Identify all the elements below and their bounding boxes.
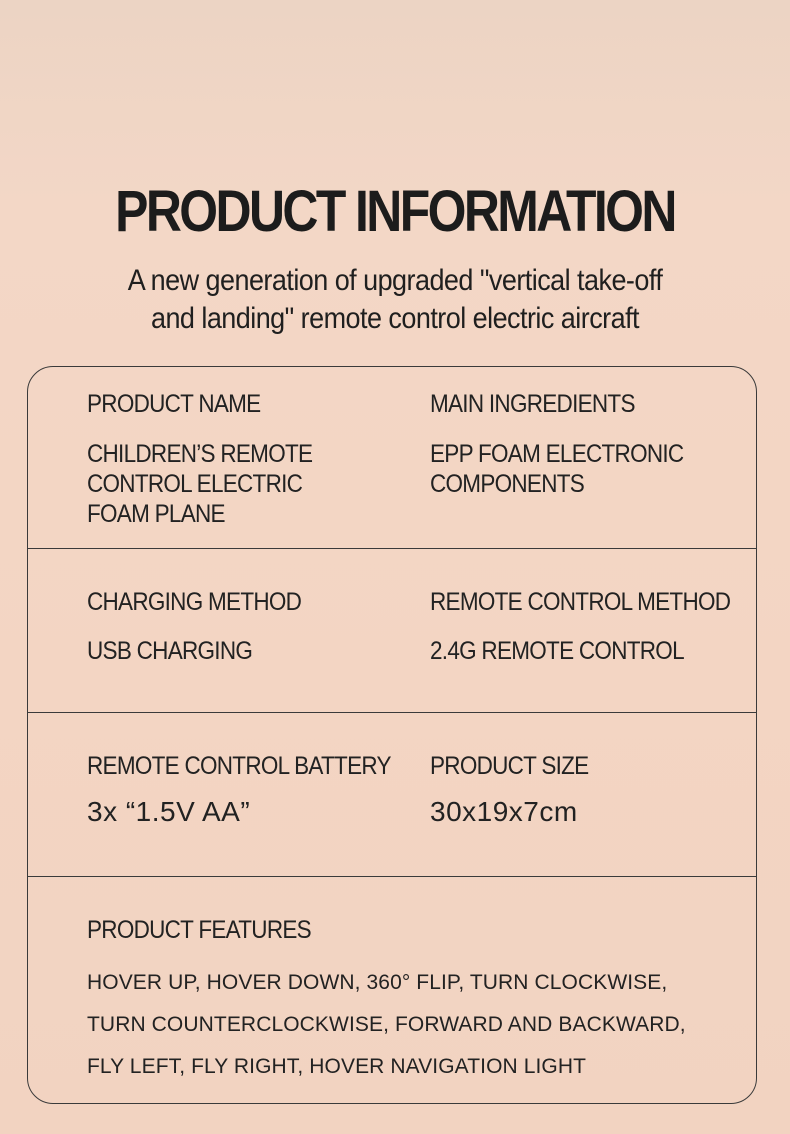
product-size-label: PRODUCT SIZE xyxy=(430,752,589,780)
remote-control-method-value: 2.4G REMOTE CONTROL xyxy=(430,637,684,665)
product-features-list xyxy=(87,962,737,1088)
product-size-value: 30x19x7cm xyxy=(430,796,578,827)
remote-control-battery-value: 3x “1.5V AA” xyxy=(87,796,251,827)
feature-line: HOVER UP, HOVER DOWN, 360° FLIP, TURN CLOCKWISE, xyxy=(87,971,668,994)
subtitle xyxy=(40,262,751,338)
remote-control-battery-label: REMOTE CONTROL BATTERY xyxy=(87,752,391,780)
remote-control-method-label: REMOTE CONTROL METHOD xyxy=(430,588,731,616)
main-ingredients-cell xyxy=(430,389,750,499)
main-ingredients-value: EPP FOAM ELECTRONIC COMPONENTS xyxy=(430,440,684,498)
subtitle-line-1: A new generation of upgraded "vertical take-off xyxy=(127,264,663,297)
info-row-3 xyxy=(28,713,756,877)
main-ingredients-label: MAIN INGREDIENTS xyxy=(430,390,635,418)
product-name-cell xyxy=(87,389,417,529)
feature-line: TURN COUNTERCLOCKWISE, FORWARD AND BACKWARD, xyxy=(87,1013,686,1036)
product-info-card xyxy=(27,366,757,1104)
charging-method-value: USB CHARGING xyxy=(87,637,253,665)
remote-control-battery-cell xyxy=(87,751,417,827)
product-features-cell xyxy=(87,915,687,945)
product-features-label: PRODUCT FEATURES xyxy=(87,916,311,944)
product-name-value: CHILDREN’S REMOTE CONTROL ELECTRIC FOAM PLANE xyxy=(87,440,313,528)
subtitle-line-2: and landing" remote control electric aircraft xyxy=(150,302,640,335)
feature-line: FLY LEFT, FLY RIGHT, HOVER NAVIGATION LIGHT xyxy=(87,1055,587,1078)
page-title: PRODUCT INFORMATION xyxy=(115,179,675,244)
product-size-cell xyxy=(430,751,750,827)
remote-control-method-cell xyxy=(430,587,750,666)
info-row-2 xyxy=(28,549,756,713)
info-row-4 xyxy=(28,877,756,1104)
info-row-1 xyxy=(28,367,756,549)
charging-method-cell xyxy=(87,587,417,666)
product-name-label: PRODUCT NAME xyxy=(87,390,261,418)
charging-method-label: CHARGING METHOD xyxy=(87,588,302,616)
